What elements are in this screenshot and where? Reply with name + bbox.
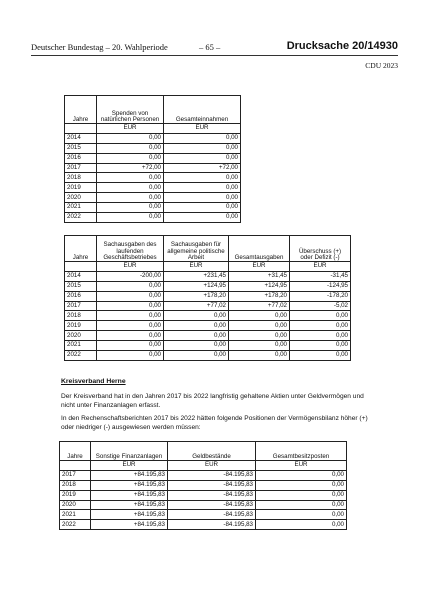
unit-cell: EUR	[229, 262, 290, 272]
value-cell: 0,00	[229, 341, 290, 351]
year-cell: 2019	[65, 183, 97, 193]
value-cell: 0,00	[256, 490, 347, 500]
column-header: Sachausgaben des laufenden Geschäftsbetriebes	[97, 236, 164, 262]
value-cell: +77,02	[229, 301, 290, 311]
table-row	[60, 490, 347, 500]
value-cell: 0,00	[290, 331, 351, 341]
table-row	[65, 331, 351, 341]
table-row	[60, 520, 347, 530]
value-cell: 0,00	[97, 213, 164, 223]
value-cell: -84.195,83	[168, 470, 256, 480]
value-cell: -124,95	[290, 281, 351, 291]
table-row	[65, 193, 241, 203]
unit-cell: EUR	[164, 124, 241, 134]
year-cell: 2015	[65, 281, 97, 291]
value-cell: +72,00	[97, 163, 164, 173]
unit-cell: EUR	[97, 124, 164, 134]
column-header: Gesamtausgaben	[229, 236, 290, 262]
year-cell: 2020	[65, 193, 97, 203]
year-cell: 2015	[65, 143, 97, 153]
table-row	[65, 143, 241, 153]
year-cell: 2019	[65, 321, 97, 331]
value-cell: 0,00	[97, 311, 164, 321]
table-row	[60, 500, 347, 510]
value-cell: 0,00	[229, 331, 290, 341]
value-cell: -84.195,83	[168, 520, 256, 530]
value-cell: 0,00	[97, 301, 164, 311]
year-cell: 2021	[60, 510, 91, 520]
value-cell: 0,00	[97, 143, 164, 153]
asset-balance-table	[59, 441, 347, 530]
value-cell: 0,00	[97, 281, 164, 291]
table-row	[60, 470, 347, 480]
page-header	[31, 40, 398, 54]
year-cell: 2016	[65, 291, 97, 301]
value-cell: -31,45	[290, 271, 351, 281]
value-cell: -200,00	[97, 271, 164, 281]
value-cell: -84.195,83	[168, 500, 256, 510]
unit-cell	[65, 124, 97, 134]
unit-row	[65, 262, 351, 272]
value-cell: 0,00	[290, 311, 351, 321]
unit-cell	[65, 262, 97, 272]
year-cell: 2016	[65, 153, 97, 163]
table-header-row	[60, 442, 347, 461]
page-number: – 65 –	[199, 42, 221, 52]
value-cell: 0,00	[97, 291, 164, 301]
value-cell: 0,00	[164, 133, 241, 143]
value-cell: 0,00	[164, 331, 229, 341]
table-row	[65, 291, 351, 301]
value-cell: 0,00	[164, 143, 241, 153]
value-cell: 0,00	[256, 480, 347, 490]
value-cell: 0,00	[256, 520, 347, 530]
table-row	[65, 271, 351, 281]
year-cell: 2021	[65, 341, 97, 351]
year-cell: 2022	[65, 351, 97, 361]
year-cell: 2018	[65, 311, 97, 321]
table-header-row	[65, 236, 351, 262]
unit-cell: EUR	[97, 262, 164, 272]
value-cell: 0,00	[164, 311, 229, 321]
donations-income-table	[64, 95, 241, 223]
column-header: Gesamtbesitzposten	[256, 442, 347, 461]
section-paragraph: Der Kreisverband hat in den Jahren 2017 bis 2022 langfristig gehaltene Aktien unter Geldvermögen und nicht unter Finanzanlagen erfasst.	[61, 393, 364, 409]
year-cell: 2021	[65, 203, 97, 213]
value-cell: +84.195,83	[91, 470, 168, 480]
table-row	[65, 281, 351, 291]
column-header: Sonstige Finanzanlagen	[91, 442, 168, 461]
value-cell: +72,00	[164, 163, 241, 173]
year-cell: 2022	[60, 520, 91, 530]
value-cell: 0,00	[290, 341, 351, 351]
value-cell: +178,20	[164, 291, 229, 301]
section-paragraph: In den Rechenschaftsberichten 2017 bis 2022 hätten folgende Positionen der Vermögensbilanz höher (+) oder niedriger (-) ausgewiesen werden müssen:	[61, 415, 368, 431]
value-cell: 0,00	[256, 510, 347, 520]
section-title: Kreisverband Herne	[61, 378, 126, 385]
year-cell: 2014	[65, 271, 97, 281]
unit-cell: EUR	[164, 262, 229, 272]
header-periodical: Deutscher Bundestag – 20. Wahlperiode	[31, 42, 168, 52]
value-cell: 0,00	[164, 341, 229, 351]
value-cell: +231,45	[164, 271, 229, 281]
value-cell: 0,00	[229, 311, 290, 321]
value-cell: +178,20	[229, 291, 290, 301]
column-header: Sachausgaben für allgemeine politische Arbeit	[164, 236, 229, 262]
value-cell: 0,00	[229, 351, 290, 361]
year-cell: 2017	[60, 470, 91, 480]
table-row	[65, 311, 351, 321]
value-cell: 0,00	[97, 341, 164, 351]
value-cell: 0,00	[256, 500, 347, 510]
value-cell: 0,00	[97, 351, 164, 361]
value-cell: -84.195,83	[168, 490, 256, 500]
value-cell: -178,20	[290, 291, 351, 301]
value-cell: 0,00	[256, 470, 347, 480]
year-cell: 2020	[60, 500, 91, 510]
value-cell: 0,00	[164, 153, 241, 163]
value-cell: 0,00	[229, 321, 290, 331]
year-cell: 2018	[60, 480, 91, 490]
year-cell: 2019	[60, 490, 91, 500]
value-cell: 0,00	[97, 133, 164, 143]
table-row	[65, 341, 351, 351]
year-cell: 2020	[65, 331, 97, 341]
column-header: Gesamteinnahmen	[164, 96, 241, 124]
column-header: Jahre	[65, 96, 97, 124]
table-row	[65, 153, 241, 163]
document-number: Drucksache 20/14930	[286, 40, 398, 52]
unit-row	[60, 461, 347, 471]
table-row	[60, 480, 347, 490]
value-cell: +77,02	[164, 301, 229, 311]
value-cell: -84.195,83	[168, 510, 256, 520]
value-cell: 0,00	[290, 321, 351, 331]
value-cell: 0,00	[97, 193, 164, 203]
value-cell: 0,00	[97, 173, 164, 183]
value-cell: -5,02	[290, 301, 351, 311]
table-row	[65, 163, 241, 173]
value-cell: +84.195,83	[91, 480, 168, 490]
table-row	[65, 203, 241, 213]
header-rule	[31, 55, 398, 56]
year-cell: 2022	[65, 213, 97, 223]
value-cell: +84.195,83	[91, 490, 168, 500]
value-cell: 0,00	[164, 203, 241, 213]
column-header: Jahre	[60, 442, 91, 461]
unit-cell	[60, 461, 91, 471]
unit-cell: EUR	[168, 461, 256, 471]
table-row	[65, 133, 241, 143]
value-cell: 0,00	[97, 331, 164, 341]
year-cell: 2014	[65, 133, 97, 143]
unit-cell: EUR	[290, 262, 351, 272]
value-cell: -84.195,83	[168, 480, 256, 490]
table-row	[65, 301, 351, 311]
unit-row	[65, 124, 241, 134]
value-cell: 0,00	[290, 351, 351, 361]
value-cell: 0,00	[164, 321, 229, 331]
unit-cell: EUR	[256, 461, 347, 471]
value-cell: +84.195,83	[91, 500, 168, 510]
value-cell: +124,95	[164, 281, 229, 291]
table-row	[65, 351, 351, 361]
unit-cell: EUR	[91, 461, 168, 471]
column-header: Geldbestände	[168, 442, 256, 461]
value-cell: 0,00	[97, 153, 164, 163]
value-cell: 0,00	[164, 173, 241, 183]
value-cell: 0,00	[164, 213, 241, 223]
year-cell: 2017	[65, 301, 97, 311]
table-row	[65, 173, 241, 183]
value-cell: 0,00	[97, 321, 164, 331]
table-row	[65, 213, 241, 223]
value-cell: 0,00	[164, 183, 241, 193]
value-cell: +84.195,83	[91, 520, 168, 530]
party-label: CDU 2023	[365, 61, 398, 70]
value-cell: 0,00	[97, 183, 164, 193]
expenses-table	[64, 235, 351, 361]
value-cell: +84.195,83	[91, 510, 168, 520]
value-cell: +31,45	[229, 271, 290, 281]
year-cell: 2018	[65, 173, 97, 183]
value-cell: +124,95	[229, 281, 290, 291]
value-cell: 0,00	[97, 203, 164, 213]
table-header-row	[65, 96, 241, 124]
column-header: Spenden von natürlichen Personen	[97, 96, 164, 124]
value-cell: 0,00	[164, 193, 241, 203]
column-header: Überschuss (+) oder Defizit (-)	[290, 236, 351, 262]
table-row	[65, 183, 241, 193]
table-row	[65, 321, 351, 331]
year-cell: 2017	[65, 163, 97, 173]
table-row	[60, 510, 347, 520]
column-header: Jahre	[65, 236, 97, 262]
value-cell: 0,00	[164, 351, 229, 361]
